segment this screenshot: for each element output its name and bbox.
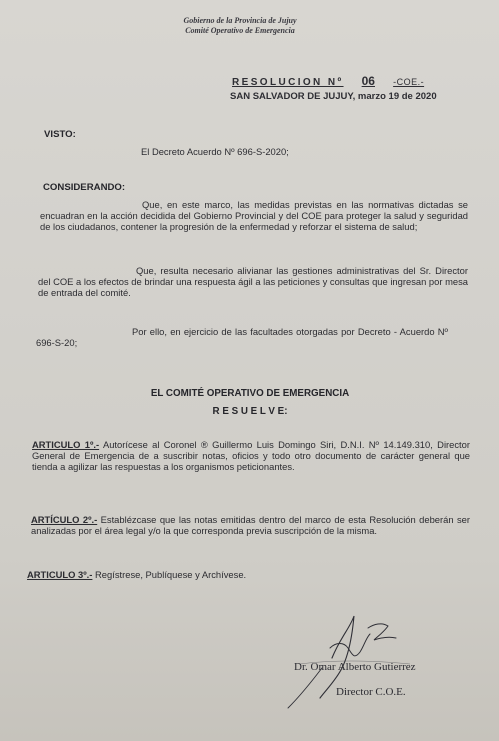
letterhead <box>140 16 340 36</box>
committee-heading: EL COMITÉ OPERATIVO DE EMERGENCIA <box>150 388 350 399</box>
resolution-label: RESOLUCION Nº <box>232 77 344 88</box>
visto-text: El Decreto Acuerdo Nº 696-S-2020; <box>141 146 289 157</box>
signatory-name: Dr. Omar Alberto Gutierrez <box>294 661 416 673</box>
resolution-number-line <box>232 74 468 88</box>
article-2-label: ARTÍCULO 2º.- <box>31 514 98 525</box>
visto-heading: VISTO: <box>44 129 76 140</box>
article-1-text: Autorícese al Coronel ® Guillermo Luis Domingo Siri, D.N.I. Nº 14.149.310, Director General de Emergencia de a suscribir notas, oficios y todo otro documento de carácter general que tienda a agilizar las respuestas a los organismos peticionantes. <box>32 439 470 473</box>
considerando-heading: CONSIDERANDO: <box>43 182 126 193</box>
article-1-label: ARTICULO 1º.- <box>32 439 100 450</box>
article-2 <box>31 514 470 536</box>
article-3-text: Regístrese, Publíquese y Archívese. <box>95 569 247 580</box>
signatory-title: Director C.O.E. <box>336 686 406 698</box>
resolution-suffix: -COE.- <box>393 77 425 87</box>
letterhead-committee: Comité Operativo de Emergencia <box>185 26 295 35</box>
resuelve-heading: R E S U E L V E: <box>212 406 288 417</box>
article-2-text: Establézcase que las notas emitidas dentro del marco de esta Resolución deberán ser analizadas por el área legal y/o la que corresponda previa suscripción de la misma. <box>31 514 470 537</box>
resolution-number: 06 <box>361 74 375 88</box>
por-ello-paragraph: Por ello, en ejercicio de las facultades otorgadas por Decreto - Acuerdo Nº 696-S-20; <box>36 326 448 349</box>
considerando-paragraph-2: Que, resulta necesario alivianar las gestiones administrativas del Sr. Director del COE a los efectos de brindar una respuesta ágil a las peticiones y consultas que ingresan por mesa de entrada del comité. <box>38 265 468 299</box>
article-3-label: ARTICULO 3º.- <box>27 569 93 580</box>
place-date: SAN SALVADOR DE JUJUY, marzo 19 de 2020 <box>230 91 437 102</box>
article-3 <box>27 569 447 580</box>
article-1 <box>32 439 470 473</box>
considerando-paragraph-1: Que, en este marco, las medidas previstas en las normativas dictadas se encuadran en la acción decidida del Gobierno Provincial y del COE para proteger la salud y seguridad de los ciudadanos, contener la progresión de la enfermedad y reforzar el sistema de salud; <box>40 199 468 233</box>
letterhead-government: Gobierno de la Provincia de Jujuy <box>183 16 297 25</box>
